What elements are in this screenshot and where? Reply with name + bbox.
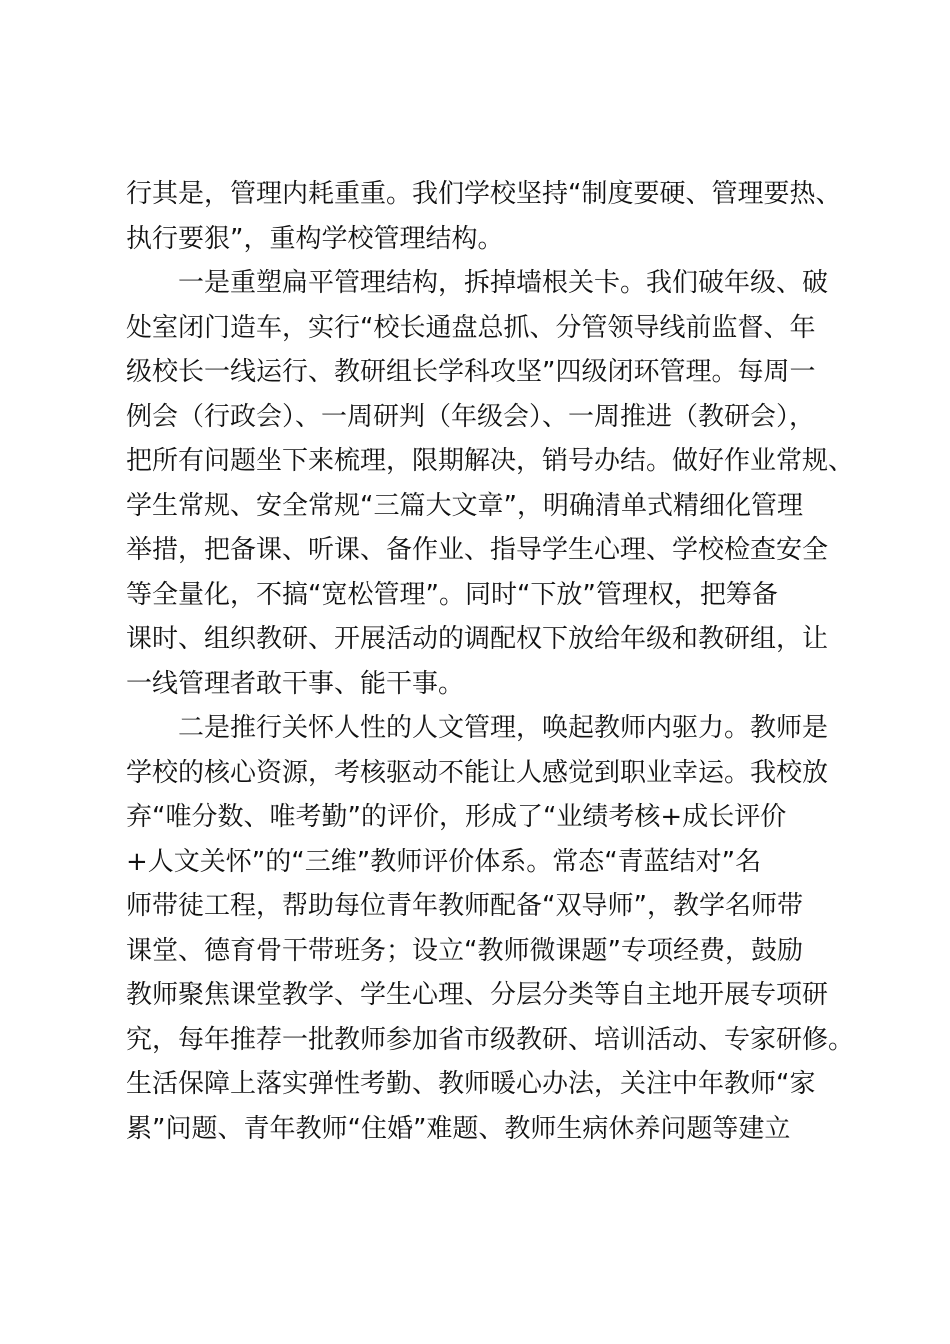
text-line: 把所有问题坐下来梳理，限期解决，销号办结。做好作业常规、 <box>126 446 855 476</box>
text-line: 课堂、德育骨干带班务；设立“教师微课题”专项经费，鼓励 <box>126 935 803 966</box>
text-line: 等全量化，不搞“宽松管理”。同时“下放”管理权，把筹备 <box>126 579 778 610</box>
text-line: 学校的核心资源，考核驱动不能让人感觉到职业幸运。我校放 <box>126 757 829 788</box>
paragraph-1 <box>126 172 846 261</box>
text-line: 累”问题、青年教师“住婚”难题、教师生病休养问题等建立 <box>126 1113 791 1144</box>
text-line: 师带徒工程，帮助每位青年教师配备“双导师”，教学名师带 <box>126 891 803 921</box>
text-line: 究，每年推荐一批教师参加省市级教研、培训活动、专家研修。 <box>126 1024 855 1055</box>
text-line: 生活保障上落实弹性考勤、教师暖心办法，关注中年教师“家 <box>126 1069 816 1099</box>
text-line: 级校长一线运行、教研组长学科攻坚”四级闭环管理。每周一 <box>126 357 816 387</box>
text-line: 例会（行政会）、一周研判（年级会）、一周推进（教研会）， <box>126 401 816 432</box>
text-line: 学生常规、安全常规“三篇大文章”，明确清单式精细化管理 <box>126 490 803 521</box>
text-line: 行其是，管理内耗重重。我们学校坚持“制度要硬、管理要热、 <box>126 179 842 209</box>
text-line: 举措，把备课、听课、备作业、指导学生心理、学校检查安全 <box>126 535 829 565</box>
text-line: 一线管理者敢干事、能干事。 <box>126 668 465 699</box>
text-line: 处室闭门造车，实行“校长通盘总抓、分管领导线前监督、年 <box>126 312 816 343</box>
text-line: 二是推行关怀人性的人文管理，唤起教师内驱力。教师是 <box>178 713 829 743</box>
paragraph-2 <box>126 261 855 706</box>
text-line: 教师聚焦课堂教学、学生心理、分层分类等自主地开展专项研 <box>126 980 829 1010</box>
text-line: +人文关怀”的“三维”教师评价体系。常态“青蓝结对”名 <box>126 846 762 877</box>
text-line: 执行要狠”，重构学校管理结构。 <box>126 223 504 254</box>
text-line: 弃“唯分数、唯考勤”的评价，形成了“业绩考核+成长评价 <box>126 802 787 832</box>
paragraph-3 <box>126 706 855 1151</box>
text-line: 课时、组织教研、开展活动的调配权下放给年级和教研组，让 <box>126 624 829 654</box>
text-line: 一是重塑扁平管理结构，拆掉墙根关卡。我们破年级、破 <box>178 268 829 298</box>
document-body <box>126 172 855 1151</box>
